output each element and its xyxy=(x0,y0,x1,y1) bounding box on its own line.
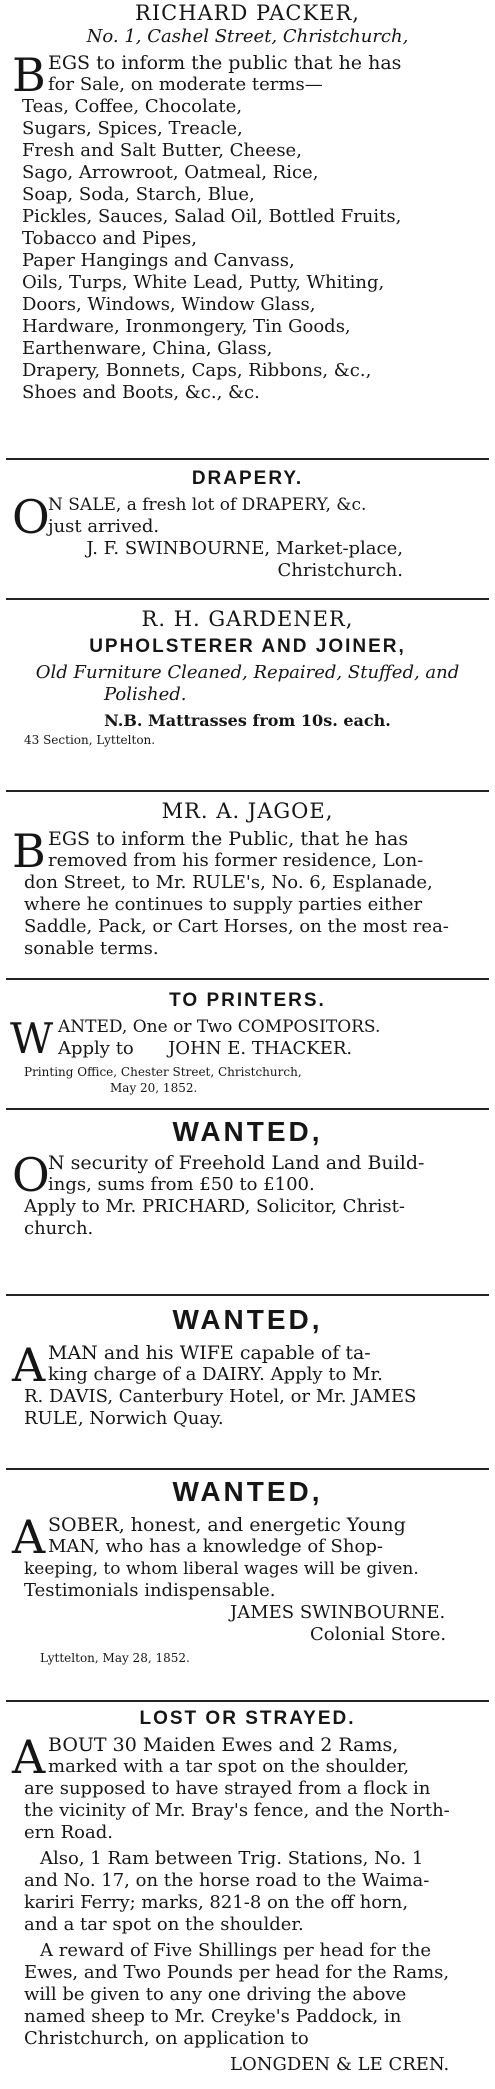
ad-body xyxy=(0,1014,495,1063)
ad-wanted-young-man xyxy=(0,1474,495,1666)
text-line: N SALE, a fresh lot of DRAPERY, &c. xyxy=(48,495,367,515)
list-item: Teas, Coffee, Chocolate, xyxy=(22,96,243,117)
drop-cap: W xyxy=(10,1014,54,1063)
ad-signature: J. F. SWINBOURNE, Market-place, xyxy=(86,538,403,559)
divider xyxy=(6,1294,489,1296)
text-line: where he continues to supply parties either xyxy=(24,894,423,915)
text-line: will be given to any one driving the above xyxy=(24,1984,407,2005)
ad-note: N.B. Mattrasses from 10s. each. xyxy=(104,711,391,730)
divider xyxy=(6,978,489,980)
list-item: Tobacco and Pipes, xyxy=(22,228,197,249)
ad-date: May 20, 1852. xyxy=(110,1081,198,1095)
text-line: EGS to inform the Public, that he has xyxy=(48,828,409,850)
text-line: EGS to inform the public that he has xyxy=(48,52,402,74)
ad-address: 43 Section, Lyttelton. xyxy=(24,733,156,747)
ad-wanted-security xyxy=(0,1114,495,1240)
text-line: Apply to Mr. PRICHARD, Solicitor, Christ- xyxy=(24,1196,405,1217)
ad-title: WANTED, xyxy=(172,1476,323,1507)
ad-store: Colonial Store. xyxy=(310,1624,447,1645)
ad-body xyxy=(0,1338,495,1430)
drop-cap: B xyxy=(12,824,46,878)
divider xyxy=(6,1468,489,1470)
ad-para-3 xyxy=(0,1940,495,2050)
text-line: ANTED, One or Two COMPOSITORS. xyxy=(58,1017,381,1037)
text-line: king charge of a DAIRY. Apply to Mr. xyxy=(48,1364,383,1385)
text-line: keeping, to whom liberal wages will be given. xyxy=(24,1559,419,1579)
ad-place: Christchurch. xyxy=(277,560,403,581)
divider xyxy=(6,1108,489,1110)
ad-address: No. 1, Cashel Street, Christchurch, xyxy=(86,26,409,47)
ad-intro xyxy=(0,48,495,102)
ad-para-2 xyxy=(0,1848,495,1936)
ad-title: LOST OR STRAYED. xyxy=(139,1708,356,1729)
text-line: MAN, who has a knowledge of Shop- xyxy=(48,1536,383,1557)
ad-title: WANTED, xyxy=(172,1304,323,1335)
list-item: Hardware, Ironmongery, Tin Goods, xyxy=(22,316,351,337)
ad-body xyxy=(0,824,495,960)
text-line: removed from his former residence, Lon- xyxy=(48,850,424,871)
text-line: ings, sums from £50 to £100. xyxy=(48,1174,315,1195)
text-line: don Street, to Mr. RULE's, No. 6, Esplanade, xyxy=(24,872,433,893)
divider xyxy=(6,1700,489,1702)
ad-title: MR. A. JAGOE, xyxy=(161,799,334,823)
list-item: Doors, Windows, Window Glass, xyxy=(22,294,316,315)
text-line: R. DAVIS, Canterbury Hotel, or Mr. JAMES xyxy=(24,1386,417,1407)
text-line: Apply to JOHN E. THACKER. xyxy=(58,1038,353,1059)
ad-body xyxy=(0,1148,495,1240)
ad-body xyxy=(0,1510,495,1602)
list-item: Drapery, Bonnets, Caps, Ribbons, &c., xyxy=(22,360,372,381)
text-line: and a tar spot on the shoulder. xyxy=(24,1914,304,1935)
text-line: the vicinity of Mr. Bray's fence, and the North- xyxy=(24,1800,450,1821)
ad-body xyxy=(0,490,495,544)
drop-cap: O xyxy=(12,490,50,544)
ad-date: Lyttelton, May 28, 1852. xyxy=(40,1651,190,1665)
ad-wanted-dairy xyxy=(0,1302,495,1430)
divider xyxy=(6,790,489,792)
list-item: Paper Hangings and Canvass, xyxy=(22,250,295,271)
text-line: Ewes, and Two Pounds per head for the Rams, xyxy=(24,1962,450,1983)
list-item: Oils, Turps, White Lead, Putty, Whiting, xyxy=(22,272,385,293)
ad-richard-packer xyxy=(0,0,495,404)
ad-title: TO PRINTERS. xyxy=(169,990,326,1011)
text-line: and No. 17, on the horse road to the Waima- xyxy=(24,1870,430,1891)
text-line: Testimonials indispensable. xyxy=(24,1580,276,1601)
text-line: N security of Freehold Land and Build- xyxy=(48,1152,425,1174)
text-line: MAN and his WIFE capable of ta- xyxy=(48,1342,371,1364)
ad-title: RICHARD PACKER, xyxy=(135,1,360,25)
ad-office: Printing Office, Chester Street, Christchurch, xyxy=(24,1065,302,1079)
ad-gardener xyxy=(0,608,495,748)
text-line: for Sale, on moderate terms— xyxy=(48,74,323,95)
drop-cap: B xyxy=(12,48,46,102)
text-line: kariri Ferry; marks, 821-8 on the off horn, xyxy=(24,1892,409,1913)
text-line: are supposed to have strayed from a flock in xyxy=(24,1778,431,1799)
text-line: just arrived. xyxy=(48,516,160,537)
drop-cap: A xyxy=(12,1338,46,1392)
ad-signature: JAMES SWINBOURNE. xyxy=(230,1602,446,1623)
ad-jagoe xyxy=(0,800,495,960)
text-line: Also, 1 Ram between Trig. Stations, No. 1 xyxy=(40,1848,424,1869)
text-line: marked with a tar spot on the shoulder, xyxy=(48,1756,410,1777)
list-item: Fresh and Salt Butter, Cheese, xyxy=(22,140,302,161)
list-item: Earthenware, China, Glass, xyxy=(22,338,273,359)
ad-signature: LONGDEN & LE CREN. xyxy=(230,2054,450,2075)
ad-drapery xyxy=(0,468,495,582)
list-item: Sago, Arrowroot, Oatmeal, Rice, xyxy=(22,162,319,183)
ad-title: R. H. GARDENER, xyxy=(141,607,354,631)
text-line: named sheep to Mr. Creyke's Paddock, in xyxy=(24,2006,402,2027)
drop-cap: A xyxy=(12,1510,46,1564)
ad-lost-or-strayed xyxy=(0,1708,495,2076)
text-line: ern Road. xyxy=(24,1822,113,1843)
ad-para-1 xyxy=(0,1730,495,1844)
list-item: Soap, Soda, Starch, Blue, xyxy=(22,184,255,205)
list-item: Shoes and Boots, &c., &c. xyxy=(22,382,260,403)
text-line: Saddle, Pack, or Cart Horses, on the most rea- xyxy=(24,916,449,937)
divider xyxy=(6,458,489,460)
text-line: sonable terms. xyxy=(24,938,159,959)
text-line: SOBER, honest, and energetic Young xyxy=(48,1514,406,1536)
text-line: A reward of Five Shillings per head for the xyxy=(40,1940,432,1961)
ad-title: DRAPERY. xyxy=(191,468,304,489)
list-item: Pickles, Sauces, Salad Oil, Bottled Fruits, xyxy=(22,206,402,227)
divider xyxy=(6,598,489,600)
text-line: church. xyxy=(24,1218,94,1239)
text-line: RULE, Norwich Quay. xyxy=(24,1408,224,1429)
ad-title: WANTED, xyxy=(172,1116,323,1147)
ad-tagline: Old Furniture Cleaned, Repaired, Stuffed, and xyxy=(35,662,460,683)
drop-cap: A xyxy=(12,1730,46,1784)
ad-tagline: Polished. xyxy=(104,684,187,705)
drop-cap: O xyxy=(12,1148,50,1202)
text-line: BOUT 30 Maiden Ewes and 2 Rams, xyxy=(48,1734,399,1756)
text-line: Christchurch, on application to xyxy=(24,2028,309,2049)
ad-subtitle: UPHOLSTERER AND JOINER, xyxy=(89,636,406,657)
list-item: Sugars, Spices, Treacle, xyxy=(22,118,243,139)
ad-to-printers xyxy=(0,990,495,1096)
goods-list xyxy=(0,96,495,404)
